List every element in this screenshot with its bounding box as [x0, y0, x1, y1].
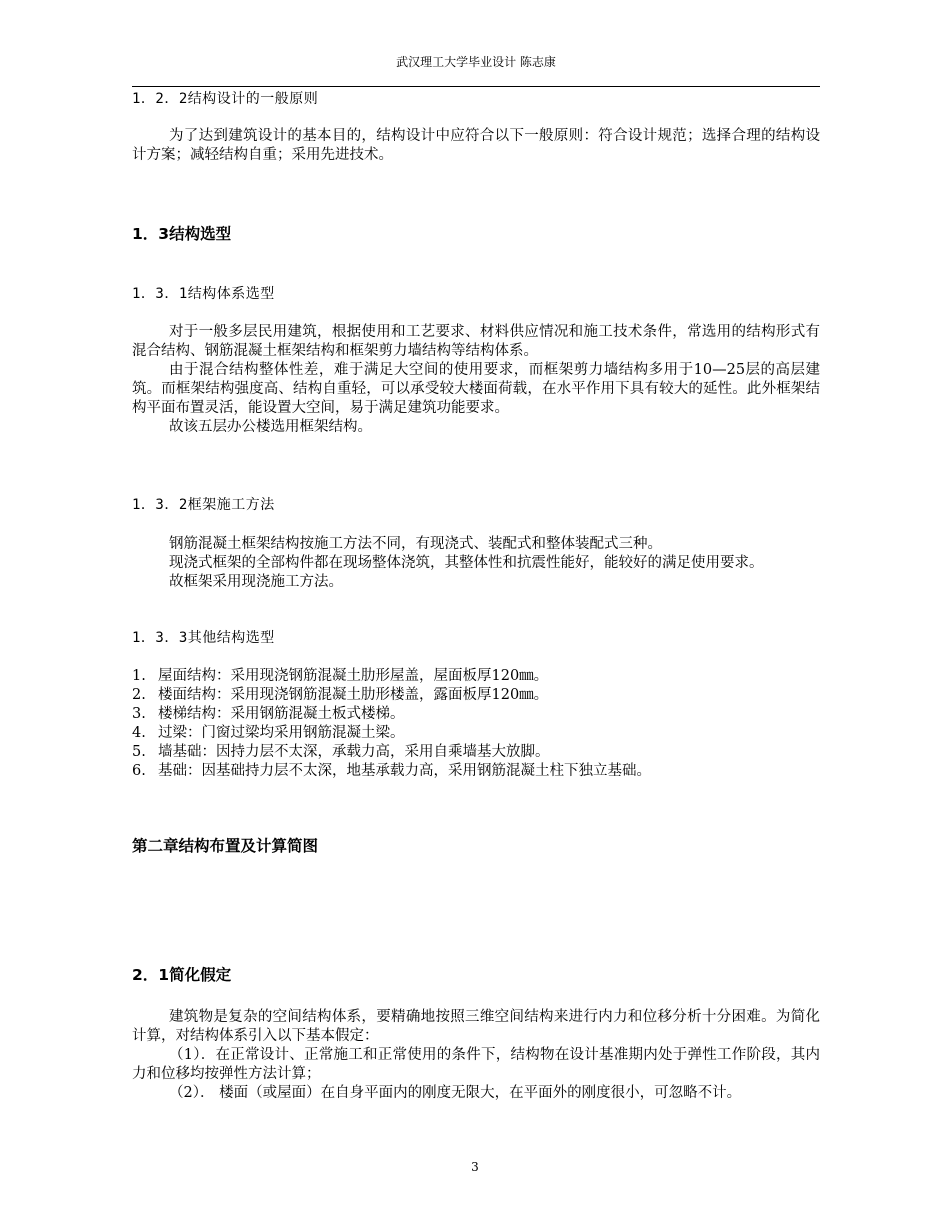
list-text: 墙基础：因持力层不太深，承载力高，采用自乘墙基大放脚。 [158, 744, 550, 760]
paragraph: 故该五层办公楼选用框架结构。 [169, 419, 372, 435]
page-header [132, 52, 820, 87]
page-number: 3 [471, 1160, 479, 1174]
list-text: 基础：因基础持力层不太深，地基承载力高，采用钢筋混凝土柱下独立基础。 [158, 763, 651, 779]
list-number: 1. [132, 668, 146, 684]
paragraph: 建筑物是复杂的空间结构体系，要精确地按照三维空间结构来进行内力和位移分析十分困难。为简化计算，对结构体系引入以下基本假定： [132, 1009, 820, 1044]
list-number: 6. [132, 763, 146, 779]
paragraph: 故框架采用现浇施工方法。 [169, 574, 343, 590]
paragraph: 对于一般多层民用建筑，根据使用和工艺要求、材料供应情况和施工技术条件，常选用的结构形式有混合结构、钢筋混凝土框架结构和框架剪力墙结构等结构体系。 [132, 324, 820, 359]
paragraph: 现浇式框架的全部构件都在现场整体浇筑，其整体性和抗震性能好，能较好的满足使用要求。 [169, 555, 764, 571]
page-footer [0, 1160, 950, 1174]
list-text: 楼梯结构：采用钢筋混凝土板式楼梯。 [158, 706, 405, 722]
other-structure-list [132, 667, 820, 781]
chapter-title-2: 第二章结构布置及计算简图 [132, 837, 319, 855]
paragraph: 为了达到建筑设计的基本目的，结构设计中应符合以下一般原则：符合设计规范；选择合理的结构设计方案；减轻结构自重；采用先进技术。 [132, 128, 820, 163]
paragraph: 由于混合结构整体性差，难于满足大空间的使用要求，而框架剪力墙结构多用于10—25层的高层建筑。而框架结构强度高、结构自重轻，可以承受较大楼面荷载，在水平作用下具有较大的延性。此外框架结构平面布置灵活，能设置大空间，易于满足建筑功能要求。 [132, 362, 820, 416]
subsection-title-1-3-1: 1．3．1结构体系选型 [132, 286, 275, 302]
subsection-title-1-3-2: 1．3．2框架施工方法 [132, 497, 275, 513]
paragraph: （2）． 楼面（或屋面）在自身平面内的刚度无限大，在平面外的刚度很小，可忽略不计。 [169, 1085, 742, 1101]
subsection-1-2-2-body [132, 127, 820, 165]
list-item [132, 705, 820, 724]
section-2-1-body [132, 1008, 820, 1103]
list-item [132, 667, 820, 686]
list-item [132, 762, 820, 781]
list-number: 4. [132, 725, 146, 741]
paragraph: 钢筋混凝土框架结构按施工方法不同，有现浇式、装配式和整体装配式三种。 [169, 536, 662, 552]
header-text: 武汉理工大学毕业设计 陈志康 [396, 55, 556, 69]
section-title-2-1: 2．1简化假定 [132, 966, 232, 984]
list-text: 楼面结构：采用现浇钢筋混凝土肋形楼盖，露面板厚120㎜。 [158, 687, 549, 703]
list-item [132, 686, 820, 705]
list-text: 过梁：门窗过梁均采用钢筋混凝土梁。 [158, 725, 405, 741]
list-text: 屋面结构：采用现浇钢筋混凝土肋形屋盖，屋面板厚120㎜。 [158, 668, 549, 684]
list-number: 2. [132, 687, 146, 703]
section-title-1-3: 1．3结构选型 [132, 225, 232, 243]
paragraph: （1）．在正常设计、正常施工和正常使用的条件下，结构物在设计基准期内处于弹性工作阶段，其内力和位移均按弹性方法计算； [132, 1047, 820, 1082]
list-item [132, 724, 820, 743]
subsection-title-1-3-3: 1．3．3其他结构选型 [132, 630, 275, 646]
subsection-1-3-1-body [132, 323, 820, 437]
subsection-1-3-2-body [132, 535, 820, 592]
list-item [132, 743, 820, 762]
list-number: 5. [132, 744, 146, 760]
list-number: 3. [132, 706, 146, 722]
subsection-title-1-2-2: 1．2．2结构设计的一般原则 [132, 91, 319, 107]
